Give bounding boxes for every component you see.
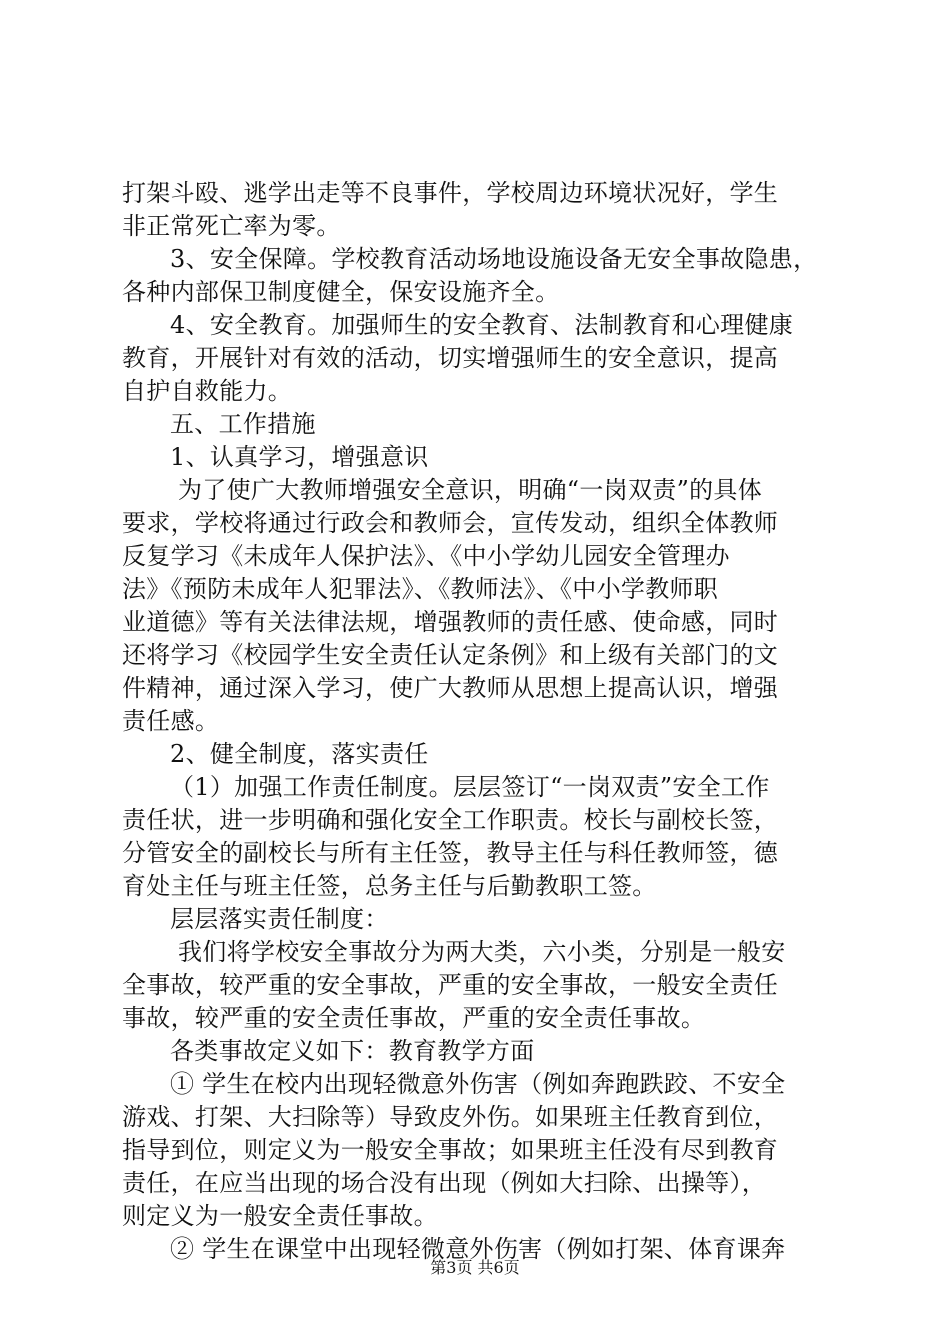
text-line: 法》《预防未成年人犯罪法》、《教师法》、《中小学教师职 [122,575,719,603]
text-line: 4、安全教育。加强师生的安全教育、法制教育和心理健康 [170,311,794,339]
text-line: 打架斗殴、逃学出走等不良事件，学校周边环境状况好，学生 [122,179,779,207]
section-heading: 五、工作措施 [170,410,316,438]
text-line: 各类事故定义如下：教育教学方面 [170,1037,535,1065]
text-line: 游戏、打架、大扫除等）导致皮外伤。如果班主任教育到位， [122,1103,779,1131]
text-line: ② 学生在课堂中出现轻微意外伤害（例如打架、体育课奔 [170,1235,786,1263]
text-line: 反复学习《未成年人保护法》、《中小学幼儿园安全管理办 [122,542,730,570]
text-line: 责任状，进一步明确和强化安全工作职责。校长与副校长签， [122,806,779,834]
text-line: 指导到位，则定义为一般安全事故；如果班主任没有尽到教育 [122,1136,779,1164]
text-line: 分管安全的副校长与所有主任签，教导主任与科任教师签，德 [122,839,779,867]
subsection-heading: 2、健全制度，落实责任 [170,740,429,768]
text-line: 为了使广大教师增强安全意识，明确“一岗双责”的具体 [178,476,763,504]
text-line: 责任感。 [122,707,220,735]
text-line: 各种内部保卫制度健全，保安设施齐全。 [122,278,560,306]
page-number-footer: 第3页 共6页 [430,1258,520,1277]
text-line: 教育，开展针对有效的活动，切实增强师生的安全意识，提高 [122,344,779,372]
text-line: 非正常死亡率为零。 [122,212,341,240]
subsection-heading: 1、认真学习，增强意识 [170,443,429,471]
text-line: ① 学生在校内出现轻微意外伤害（例如奔跑跌跤、不安全 [170,1070,786,1098]
text-line: （1）加强工作责任制度。层层签订“一岗双责”安全工作 [170,773,770,801]
text-line: 我们将学校安全事故分为两大类，六小类，分别是一般安 [178,938,786,966]
text-line: 要求，学校将通过行政会和教师会，宣传发动，组织全体教师 [122,509,779,537]
text-line: 责任，在应当出现的场合没有出现（例如大扫除、出操等）， [122,1169,767,1197]
text-line: 事故，较严重的安全责任事故，严重的安全责任事故。 [122,1004,706,1032]
text-line: 则定义为一般安全责任事故。 [122,1202,438,1230]
text-line: 层层落实责任制度： [170,905,389,933]
text-line: 3、安全保障。学校教育活动场地设施设备无安全事故隐患， [170,245,818,273]
text-line: 全事故，较严重的安全事故，严重的安全事故，一般安全责任 [122,971,779,999]
text-line: 还将学习《校园学生安全责任认定条例》和上级有关部门的文 [122,641,779,669]
text-line: 业道德》等有关法律法规，增强教师的责任感、使命感，同时 [122,608,779,636]
text-line: 自护自救能力。 [122,377,293,405]
text-line: 育处主任与班主任签，总务主任与后勤教职工签。 [122,872,657,900]
text-line: 件精神，通过深入学习，使广大教师从思想上提高认识，增强 [122,674,779,702]
